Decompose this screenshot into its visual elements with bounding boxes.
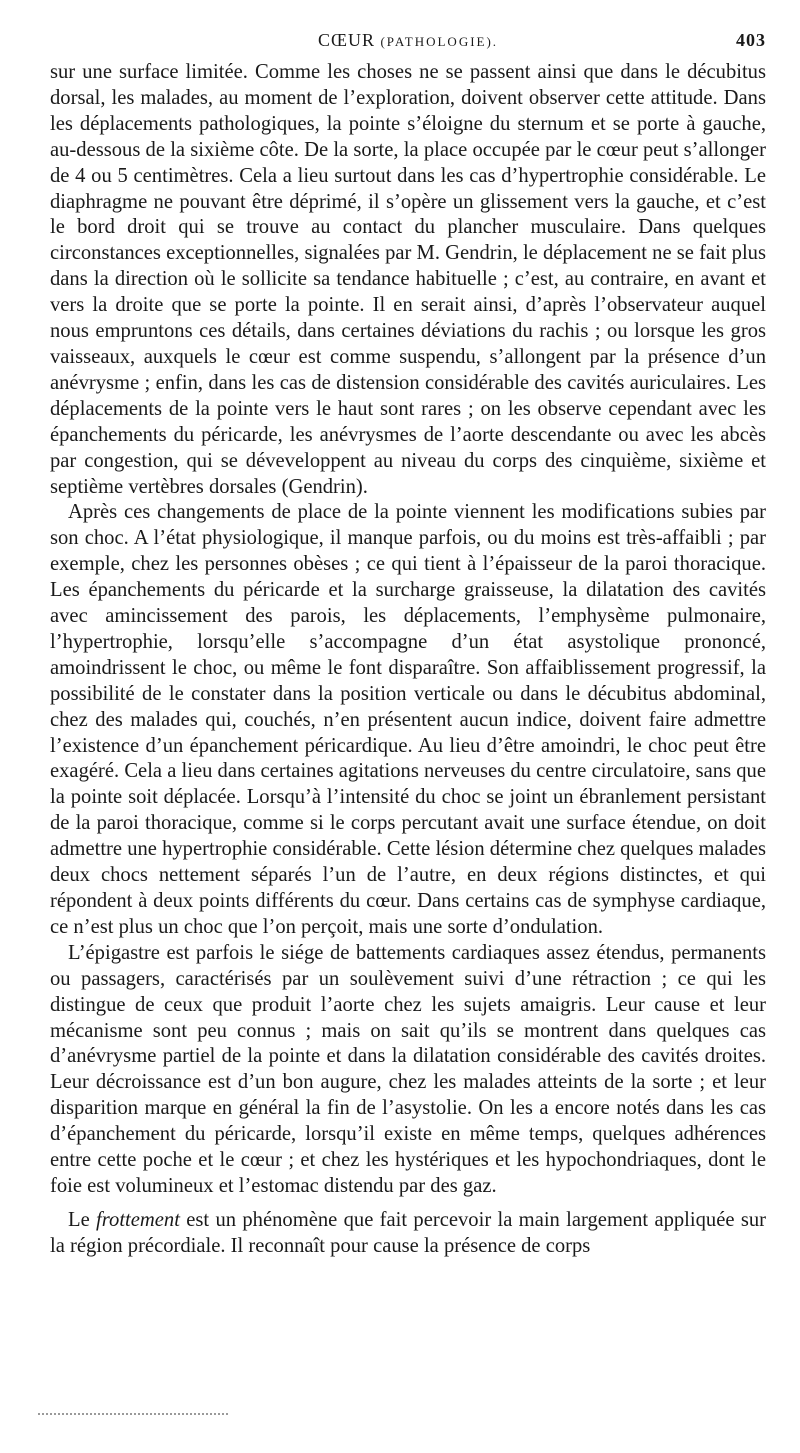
paragraph-1: sur une surface limitée. Comme les choses ne se passent ainsi que dans le décubitus dorsal, les malades, au moment de l’exploration, doivent observer cette attitude. Dans les déplacements pathologiques, la pointe s’éloigne du sternum et se porte à gauche, au-dessous de la sixième côte. De la sorte, la place occupée par le cœur peut s’allonger de 4 ou 5 centimètres. Cela a lieu surtout dans les cas d’hypertrophie considérable. Le diaphragme ne pouvant être déprimé, il s’opère un glissement vers la gauche, et c’est le bord droit qui se trouve au contact du plancher musculaire. Dans quelques circonstances exceptionnelles, signalées par M. Gendrin, le déplacement ne se fait plus dans la direction où le sollicite sa tendance habituelle ; c’est, au contraire, en avant et vers la droite que se porte la pointe. Il en serait ainsi, d’après l’observateur auquel nous empruntons ces détails, dans certaines déviations du rachis ; ou lorsque les gros vaisseaux, auxquels le cœur est comme suspendu, s’allongent par la présence d’un anévrysme ; enfin, dans les cas de distension considérable des cavités auriculaires. Les déplacements de la pointe vers le haut sont rares ; on les observe cependant avec les épanchements du péricarde, les anévrysmes de l’aorte descendante ou avec les abcès par congestion, qui se déveveloppent au niveau du corps des cinquième, sixième et septième vertèbres dorsales (Gendrin). xyxy=(50,61,766,498)
running-title-subtitle: (PATHOLOGIE). xyxy=(380,34,499,49)
body-text xyxy=(50,60,766,1260)
page-number: 403 xyxy=(736,30,766,50)
running-title-main: CŒUR xyxy=(317,30,375,50)
running-head xyxy=(50,30,766,60)
paragraph-3: L’épigastre est parfois le siége de battements cardiaques assez étendus, permanents ou passagers, caractérisés par un soulèvement suivi d’une rétraction ; ce qui les distingue de ceux que produit l’aorte chez les sujets amaigris. Leur cause et leur mécanisme sont peu connus ; mais on sait qu’ils se montrent dans quelques cas d’anévrysme partiel de la pointe et dans la dilatation considérable des cavités droites. Leur décroissance est d’un bon augure, chez les malades atteints de la sorte ; et leur disparition marque en général la fin de l’asystolie. On les a encore notés dans les cas d’épanchement du péricarde, lorsqu’il existe en même temps, quelques adhérences entre cette poche et le cœur ; et chez les hystériques et les hypochondriaques, dont le foie est volumineux et l’estomac distendu par des gaz. xyxy=(50,941,766,1197)
paragraph-4-prefix: Le xyxy=(68,1208,97,1231)
paragraph-2: Après ces changements de place de la pointe viennent les modifications subies par son choc. A l’état physiologique, il manque parfois, ou du moins est très-affaibli ; par exemple, chez les personnes obèses ; ce qui tient à l’épaisseur de la paroi thoracique. Les épanchements du péricarde et la surcharge graisseuse, la dilatation des cavités avec amincissement des parois, les déplacements, l’emphysème pulmonaire, l’hypertrophie, lorsqu’elle s’accompagne d’un état asystolique prononcé, amoindrissent le choc, ou même le font disparaître. Son affaiblissement progressif, la possibilité de le constater dans la position verticale ou dans le décubitus abdominal, chez des malades qui, couchés, n’en présentent aucun indice, doivent faire admettre l’existence d’un épanchement péricardique. Au lieu d’être amoindri, le choc peut être exagéré. Cela a lieu dans certaines agitations nerveuses du centre circulatoire, sans que la pointe soit déplacée. Lorsqu’à l’intensité du choc se joint un ébranlement persistant de la paroi thoracique, comme si le corps percutant avait une surface étendue, on doit admettre une hypertrophie considérable. Cette lésion détermine chez quelques malades deux chocs nettement séparés l’un de l’autre, en deux régions distinctes, et qui répondent à deux points différents du cœur. Dans certains cas de symphyse cardiaque, ce n’est plus un choc que l’on perçoit, mais une sorte d’ondulation. xyxy=(50,501,766,938)
running-title xyxy=(50,30,766,51)
emphasis-frottement: frottement xyxy=(96,1208,180,1231)
paragraph-4 xyxy=(50,1208,766,1260)
footer-dotted-rule xyxy=(38,1413,228,1415)
paragraph-4-text: est un phénomène que fait percevoir la main largement appliquée sur la région précordiale. Il reconnaît pour cause la présence de corps xyxy=(50,1208,766,1257)
